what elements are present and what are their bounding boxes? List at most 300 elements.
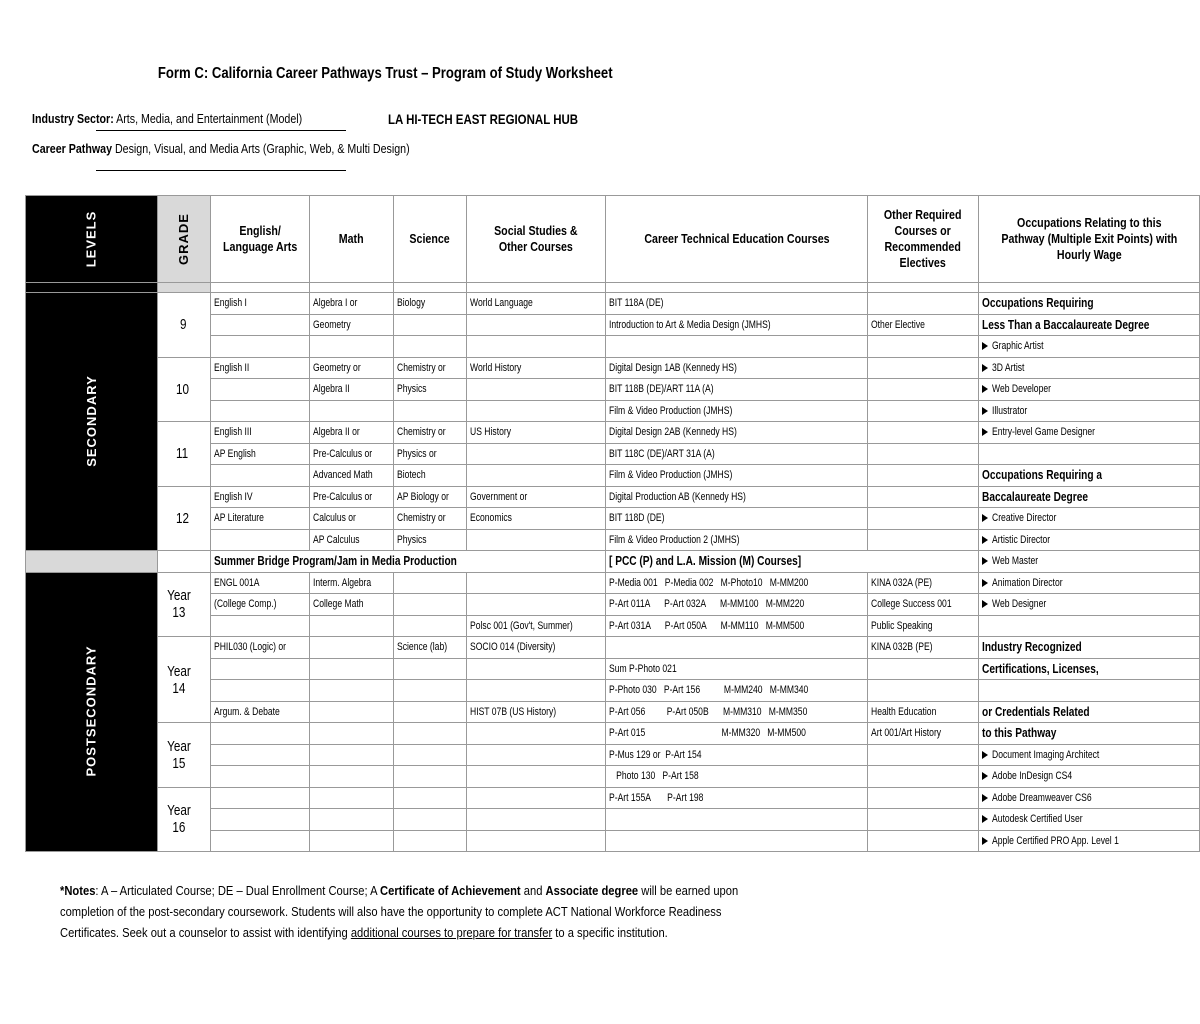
- math-cell-text: Calculus or: [313, 512, 357, 525]
- cte-cell-text: Photo 130 P-Art 158: [608, 770, 699, 783]
- levels-header: LEVELS: [26, 196, 158, 283]
- math-cell: [310, 486, 393, 508]
- social-cell: [467, 486, 606, 508]
- cte-cell-text: P-Art 155A P-Art 198: [608, 791, 704, 804]
- english-cell: [210, 443, 309, 465]
- math-cell: [310, 422, 393, 444]
- science-cell: [393, 594, 466, 616]
- occupation-cell: [978, 572, 1200, 594]
- social-cell-text: Government or: [470, 490, 528, 503]
- science-cell: [393, 658, 466, 680]
- other-cell-text: Other Elective: [871, 318, 926, 331]
- math-cell-text: Interm. Algebra: [313, 576, 372, 589]
- science-cell: [393, 379, 466, 401]
- cte-cell: [605, 572, 868, 594]
- science-cell: [393, 787, 466, 809]
- grade-cell: [157, 572, 210, 637]
- cte-cell-text: Film & Video Production (JMHS): [608, 469, 733, 482]
- cte-cell: [605, 465, 868, 487]
- science-cell-text: Chemistry or: [396, 426, 446, 439]
- occupation-cell: [978, 787, 1200, 809]
- science-cell-text: Chemistry or: [396, 361, 446, 374]
- cte-cell: [605, 830, 868, 852]
- science-cell-text: AP Biology or: [396, 490, 449, 503]
- cte-cell-text: Film & Video Production (JMHS): [608, 404, 733, 417]
- table-row: [26, 357, 1200, 379]
- cte-cell-text: BIT 118B (DE)/ART 11A (A): [608, 383, 714, 396]
- science-cell: [393, 680, 466, 702]
- occupation-cell: [978, 830, 1200, 852]
- english-cell: [210, 336, 309, 358]
- social-cell: [467, 572, 606, 594]
- english-cell-text: ENGL 001A: [213, 576, 260, 589]
- cte-cell: [605, 744, 868, 766]
- cte-cell-text: P-Photo 030 P-Art 156 M-MM240 M-MM340: [608, 684, 809, 697]
- cte-cell: [605, 701, 868, 723]
- spacer-cell: [868, 283, 978, 293]
- science-cell-text: Chemistry or: [396, 512, 446, 525]
- occupation-cell-text: Artistic Director: [991, 533, 1050, 546]
- social-header: Social Studies & Other Courses: [467, 196, 606, 283]
- bridge-courses-cell-text: [ PCC (P) and L.A. Mission (M) Courses]: [608, 553, 801, 569]
- science-cell-text: Physics: [396, 383, 427, 396]
- math-cell: [310, 658, 393, 680]
- occupation-cell-text: Creative Director: [991, 512, 1057, 525]
- science-cell-text: Biotech: [396, 469, 426, 482]
- english-cell-text: English II: [213, 361, 250, 374]
- other-cell: [868, 637, 978, 659]
- other-cell: [868, 809, 978, 831]
- industry-sector-underline: [96, 130, 346, 131]
- table-row: [26, 293, 1200, 315]
- other-cell: [868, 723, 978, 745]
- math-cell: [310, 357, 393, 379]
- other-cell-text: Art 001/Art History: [871, 727, 942, 740]
- occupation-cell-text: Certifications, Licenses,: [981, 660, 1099, 676]
- grade-cell: [157, 787, 210, 852]
- math-cell-text: Geometry: [313, 318, 351, 331]
- other-cell: [868, 336, 978, 358]
- math-cell: [310, 293, 393, 315]
- social-cell: [467, 594, 606, 616]
- science-cell: [393, 809, 466, 831]
- social-cell: [467, 615, 606, 637]
- spacer-cell: [210, 283, 309, 293]
- occupation-cell: [978, 293, 1200, 315]
- occupation-cell-text: Adobe Dreamweaver CS6: [991, 791, 1092, 804]
- grade-cell-text: Year 15: [167, 737, 191, 772]
- table-row: [26, 486, 1200, 508]
- science-cell: [393, 701, 466, 723]
- other-cell: [868, 701, 978, 723]
- other-cell-text: KINA 032B (PE): [871, 641, 933, 654]
- level-postsecondary: [26, 572, 158, 852]
- english-cell: [210, 508, 309, 530]
- math-cell: [310, 400, 393, 422]
- other-cell: [868, 486, 978, 508]
- spacer-cell: [393, 283, 466, 293]
- social-cell: [467, 658, 606, 680]
- science-cell: [393, 357, 466, 379]
- social-cell-text: Economics: [470, 512, 513, 525]
- occupation-cell: [978, 723, 1200, 745]
- cte-cell: [605, 508, 868, 530]
- occupation-cell: [978, 766, 1200, 788]
- social-cell: [467, 314, 606, 336]
- science-cell: [393, 723, 466, 745]
- bullet-triangle-icon: [982, 514, 988, 522]
- bullet-triangle-icon: [982, 385, 988, 393]
- other-cell: [868, 422, 978, 444]
- math-cell: [310, 809, 393, 831]
- english-cell: [210, 680, 309, 702]
- math-cell: [310, 443, 393, 465]
- table-row: [26, 572, 1200, 594]
- occupation-cell-text: Autodesk Certified User: [991, 813, 1083, 826]
- table-row: [26, 637, 1200, 659]
- bullet-triangle-icon: [982, 579, 988, 587]
- math-cell: [310, 615, 393, 637]
- occupation-cell-text: Web Master: [991, 555, 1038, 568]
- level-secondary: [26, 293, 158, 551]
- occupation-cell: [978, 422, 1200, 444]
- bullet-triangle-icon: [982, 557, 988, 565]
- occupation-cell-text: Adobe InDesign CS4: [991, 770, 1072, 783]
- science-cell: [393, 529, 466, 551]
- occupation-cell-text: 3D Artist: [991, 361, 1025, 374]
- bullet-triangle-icon: [982, 751, 988, 759]
- occupation-cell: [978, 680, 1200, 702]
- spacer-row: [26, 283, 1200, 293]
- cte-cell: [605, 766, 868, 788]
- occupation-cell: [978, 529, 1200, 551]
- other-cell-text: College Success 001: [871, 598, 953, 611]
- grade-cell: [157, 723, 210, 788]
- cte-cell-text: P-Art 056 P-Art 050B M-MM310 M-MM350: [608, 705, 808, 718]
- english-cell-text: English IV: [213, 490, 253, 503]
- math-cell-text: Algebra II: [313, 383, 350, 396]
- other-cell: [868, 529, 978, 551]
- spacer-cell: [978, 283, 1200, 293]
- occupation-cell: [978, 486, 1200, 508]
- science-cell: [393, 336, 466, 358]
- english-cell-text: PHIL030 (Logic) or: [213, 641, 286, 654]
- occupation-cell-text: Animation Director: [991, 576, 1063, 589]
- english-cell: [210, 529, 309, 551]
- occupation-cell: [978, 465, 1200, 487]
- cte-cell-text: P-Mus 129 or P-Art 154: [608, 748, 702, 761]
- grade-cell: [157, 637, 210, 723]
- cte-cell: [605, 357, 868, 379]
- english-cell: [210, 594, 309, 616]
- math-cell: [310, 336, 393, 358]
- other-header: Other Required Courses or Recommended Electives: [868, 196, 978, 283]
- english-cell-text: AP Literature: [213, 512, 264, 525]
- cte-cell-text: Digital Design 1AB (Kennedy HS): [608, 361, 737, 374]
- science-cell: [393, 486, 466, 508]
- cte-cell: [605, 443, 868, 465]
- science-cell: [393, 830, 466, 852]
- grade-cell: [157, 357, 210, 422]
- math-cell: [310, 830, 393, 852]
- math-cell-text: Algebra I or: [313, 297, 358, 310]
- occupation-cell-text: Web Developer: [991, 383, 1051, 396]
- table-row: [26, 422, 1200, 444]
- cte-cell-text: P-Art 011A P-Art 032A M-MM100 M-MM220: [608, 598, 805, 611]
- hub-name: LA HI-TECH EAST REGIONAL HUB: [388, 111, 579, 127]
- bullet-triangle-icon: [982, 364, 988, 372]
- science-cell-text: Science (lab): [396, 641, 447, 654]
- grade-cell: [157, 486, 210, 551]
- english-cell: [210, 379, 309, 401]
- science-cell-text: Physics: [396, 533, 427, 546]
- occupation-cell: [978, 357, 1200, 379]
- social-cell: [467, 443, 606, 465]
- grade-cell-text: 12: [175, 509, 189, 527]
- science-cell: [393, 508, 466, 530]
- english-cell: [210, 486, 309, 508]
- social-cell-text: Polsc 001 (Gov't, Summer): [470, 619, 573, 632]
- math-cell: [310, 701, 393, 723]
- grade-spacer: [157, 551, 210, 573]
- english-cell: [210, 314, 309, 336]
- bridge-program-cell: [210, 551, 605, 573]
- social-cell-text: World Language: [470, 297, 533, 310]
- english-cell: [210, 701, 309, 723]
- cte-cell-text: Sum P-Photo 021: [608, 662, 677, 675]
- bullet-triangle-icon: [982, 600, 988, 608]
- occupation-cell: [978, 314, 1200, 336]
- cte-cell: [605, 723, 868, 745]
- other-cell: [868, 508, 978, 530]
- occupation-cell: [978, 336, 1200, 358]
- cte-cell-text: BIT 118D (DE): [608, 512, 665, 525]
- english-cell: [210, 830, 309, 852]
- social-cell: [467, 293, 606, 315]
- other-cell-text: Public Speaking: [871, 619, 933, 632]
- occupation-cell-text: to this Pathway: [981, 725, 1057, 741]
- other-cell: [868, 830, 978, 852]
- other-cell: [868, 680, 978, 702]
- english-cell: [210, 615, 309, 637]
- english-cell-text: Argum. & Debate: [213, 705, 280, 718]
- page-title: Form C: California Career Pathways Trust – Program of Study Worksheet: [157, 65, 613, 82]
- social-cell: [467, 701, 606, 723]
- math-cell: [310, 766, 393, 788]
- english-cell: [210, 422, 309, 444]
- occupation-cell: [978, 744, 1200, 766]
- math-cell: [310, 787, 393, 809]
- social-cell-text: SOCIO 014 (Diversity): [470, 641, 556, 654]
- bullet-triangle-icon: [982, 794, 988, 802]
- social-cell: [467, 422, 606, 444]
- table-row: [26, 787, 1200, 809]
- bridge-program-cell-text: Summer Bridge Program/Jam in Media Production: [213, 553, 457, 569]
- cte-cell: [605, 787, 868, 809]
- levels-spacer: [26, 283, 158, 293]
- occupation-cell-text: Graphic Artist: [991, 340, 1044, 353]
- math-cell: [310, 529, 393, 551]
- other-cell: [868, 357, 978, 379]
- transfer-courses-link[interactable]: additional courses to prepare for transfer: [350, 925, 553, 940]
- social-cell: [467, 465, 606, 487]
- cte-cell: [605, 529, 868, 551]
- occupation-cell: [978, 551, 1200, 573]
- english-cell-text: English III: [213, 426, 252, 439]
- occupation-cell: [978, 637, 1200, 659]
- science-cell: [393, 443, 466, 465]
- bullet-triangle-icon: [982, 407, 988, 415]
- other-cell: [868, 594, 978, 616]
- math-cell: [310, 572, 393, 594]
- occupation-cell-text: or Credentials Related: [981, 703, 1090, 719]
- math-cell: [310, 723, 393, 745]
- other-cell: [868, 465, 978, 487]
- occupation-cell-text: Illustrator: [991, 404, 1028, 417]
- other-cell: [868, 400, 978, 422]
- header-row: [26, 196, 1200, 283]
- english-cell: [210, 744, 309, 766]
- other-cell: [868, 572, 978, 594]
- math-cell-text: Pre-Calculus or: [313, 447, 373, 460]
- bridge-courses-cell: [605, 551, 978, 573]
- english-cell: [210, 766, 309, 788]
- social-cell: [467, 680, 606, 702]
- science-cell: [393, 314, 466, 336]
- social-cell: [467, 637, 606, 659]
- occupation-cell: [978, 379, 1200, 401]
- cte-cell: [605, 594, 868, 616]
- math-cell-text: College Math: [313, 598, 364, 611]
- social-cell: [467, 744, 606, 766]
- social-cell-text: HIST 07B (US History): [470, 705, 557, 718]
- cte-header: Career Technical Education Courses: [605, 196, 868, 283]
- social-cell: [467, 787, 606, 809]
- cte-cell: [605, 637, 868, 659]
- bullet-triangle-icon: [982, 342, 988, 350]
- english-cell: [210, 809, 309, 831]
- english-cell-text: AP English: [213, 447, 256, 460]
- spacer-cell: [467, 283, 606, 293]
- math-cell-text: Pre-Calculus or: [313, 490, 373, 503]
- grade-cell-text: Year 13: [167, 587, 191, 622]
- math-cell: [310, 637, 393, 659]
- occupation-cell-text: Occupations Requiring: [981, 295, 1094, 311]
- science-cell: [393, 293, 466, 315]
- math-header: Math: [310, 196, 393, 283]
- science-cell: [393, 744, 466, 766]
- other-cell: [868, 766, 978, 788]
- math-cell: [310, 508, 393, 530]
- cte-cell-text: Digital Production AB (Kennedy HS): [608, 490, 746, 503]
- cte-cell: [605, 400, 868, 422]
- english-cell: [210, 572, 309, 594]
- bridge-row: [26, 551, 1200, 573]
- occupation-cell-text: Web Designer: [991, 598, 1046, 611]
- occupation-cell-text: Baccalaureate Degree: [981, 488, 1088, 504]
- social-cell: [467, 723, 606, 745]
- math-cell: [310, 465, 393, 487]
- career-pathway-underline: [96, 170, 346, 171]
- cte-cell: [605, 314, 868, 336]
- english-cell: [210, 465, 309, 487]
- social-cell: [467, 400, 606, 422]
- other-cell: [868, 443, 978, 465]
- math-cell-text: AP Calculus: [313, 533, 360, 546]
- occupation-cell-text: Apple Certified PRO App. Level 1: [991, 834, 1119, 847]
- cte-cell: [605, 680, 868, 702]
- table-row: [26, 723, 1200, 745]
- grade-header: GRADE: [157, 196, 210, 283]
- other-cell: [868, 615, 978, 637]
- english-cell: [210, 658, 309, 680]
- spacer-cell: [310, 283, 393, 293]
- other-cell-text: KINA 032A (PE): [871, 576, 933, 589]
- level-postsecondary-label: POSTSECONDARY: [83, 645, 99, 777]
- other-cell: [868, 379, 978, 401]
- bullet-triangle-icon: [982, 815, 988, 823]
- other-cell: [868, 314, 978, 336]
- social-cell: [467, 357, 606, 379]
- notes: *Notes: A – Articulated Course; DE – Dual Enrollment Course; A Certificate of Achievement and Associate degree will be earned upon completion of the post-secondary coursework. Students will also have the opportunity to complete ACT National Workforce Readiness Certificates. Seek out a counselor to assist with identifying additional courses to prepare for transfer to a specific institution.: [60, 883, 739, 940]
- science-cell: [393, 615, 466, 637]
- grade-cell: [157, 422, 210, 487]
- grade-cell-text: 9: [179, 316, 187, 334]
- cte-cell: [605, 293, 868, 315]
- other-cell: [868, 787, 978, 809]
- cte-cell: [605, 486, 868, 508]
- social-cell: [467, 336, 606, 358]
- cte-cell-text: P-Media 001 P-Media 002 M-Photo10 M-MM200: [608, 576, 809, 589]
- bullet-triangle-icon: [982, 536, 988, 544]
- science-cell-text: Biology: [396, 297, 425, 310]
- science-cell: [393, 400, 466, 422]
- occupation-cell: [978, 443, 1200, 465]
- occupation-cell: [978, 701, 1200, 723]
- science-cell: [393, 637, 466, 659]
- grade-spacer: [157, 283, 210, 293]
- english-header: English/ Language Arts: [210, 196, 309, 283]
- math-cell: [310, 744, 393, 766]
- cte-cell: [605, 336, 868, 358]
- math-cell: [310, 680, 393, 702]
- english-cell: [210, 787, 309, 809]
- english-cell: [210, 637, 309, 659]
- social-cell-text: World History: [470, 361, 522, 374]
- career-pathway: Career Pathway Design, Visual, and Media Arts (Graphic, Web, & Multi Design): [32, 141, 410, 156]
- math-cell-text: Algebra II or: [313, 426, 361, 439]
- social-cell: [467, 766, 606, 788]
- spacer-cell: [605, 283, 868, 293]
- cte-cell-text: P-Art 031A P-Art 050A M-MM110 M-MM500: [608, 619, 805, 632]
- cte-cell-text: BIT 118C (DE)/ART 31A (A): [608, 447, 715, 460]
- occupation-cell-text: Industry Recognized: [981, 639, 1082, 655]
- cte-cell: [605, 809, 868, 831]
- industry-sector: Industry Sector: Arts, Media, and Entertainment (Model): [32, 111, 303, 126]
- english-cell-text: (College Comp.): [213, 598, 277, 611]
- level-secondary-label: SECONDARY: [83, 375, 99, 467]
- social-cell: [467, 379, 606, 401]
- science-header: Science: [393, 196, 466, 283]
- math-cell: [310, 314, 393, 336]
- math-cell-text: Geometry or: [313, 361, 361, 374]
- social-cell: [467, 809, 606, 831]
- bullet-triangle-icon: [982, 837, 988, 845]
- grade-cell-text: Year 14: [167, 662, 191, 697]
- occupation-cell: [978, 658, 1200, 680]
- science-cell: [393, 465, 466, 487]
- other-cell-text: Health Education: [871, 705, 937, 718]
